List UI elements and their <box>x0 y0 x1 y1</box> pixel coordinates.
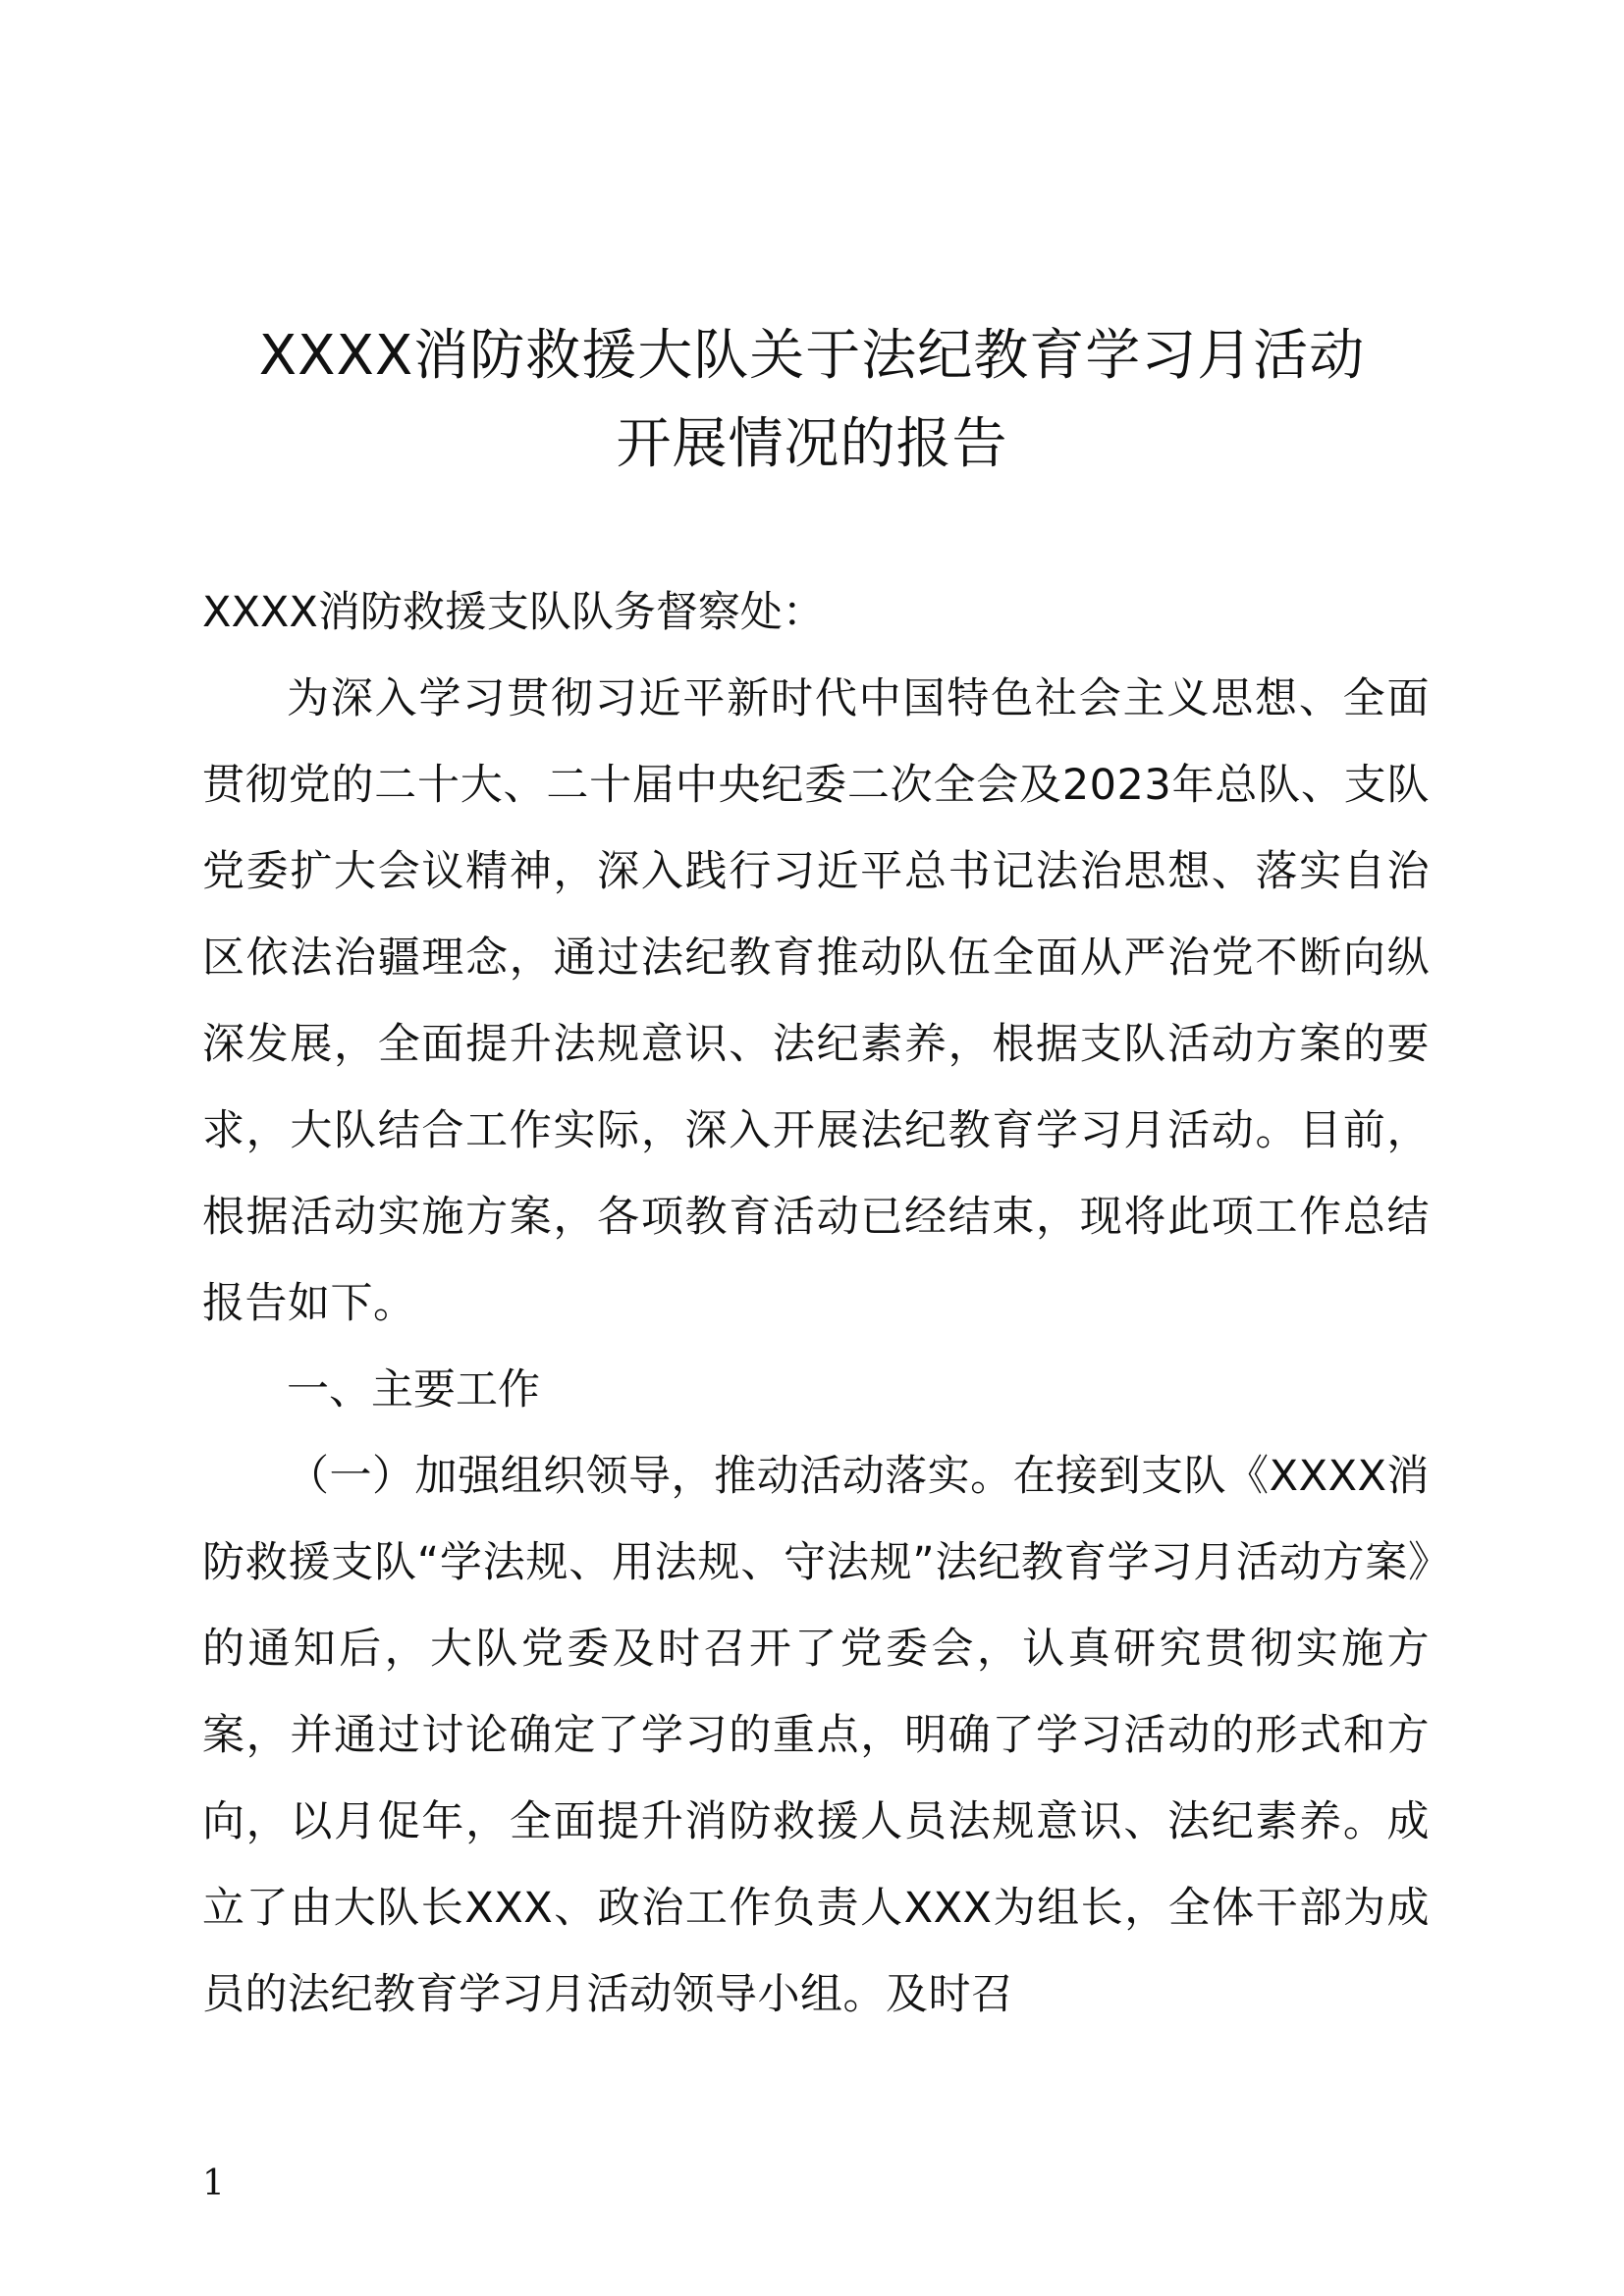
section-paragraph: （一）加强组织领导，推动活动落实。在接到支队《XXXX消防救援支队“学法规、用法规、守法规”法纪教育学习月活动方案》的通知后，大队党委及时召开了党委会，认真研究贯彻实施方案，并通过讨论确定了学习的重点，明确了学习活动的形式和方向，以月促年，全面提升消防救援人员法规意识、法纪素养。成立了由大队长XXX、政治工作负责人XXX为组长，全体干部为成员的法纪教育学习月活动领导小组。及时召 <box>202 1452 1430 2019</box>
document-title-line-1: XXXX消防救援大队关于法纪教育学习月活动 <box>258 324 1366 388</box>
section-heading: 一、主要工作 <box>287 1365 540 1415</box>
page-number: 1 <box>202 2163 225 2204</box>
salutation: XXXX消防救援支队队务督察处： <box>202 588 825 637</box>
document-title-line-2: 开展情况的报告 <box>616 412 1008 476</box>
intro-paragraph: 为深入学习贯彻习近平新时代中国特色社会主义思想、全面贯彻党的二十大、二十届中央纪委二次全会及2023年总队、支队党委扩大会议精神，深入践行习近平总书记法治思想、落实自治区依法治疆理念，通过法纪教育推动队伍全面从严治党不断向纵深发展，全面提升法规意识、法纪素养，根据支队活动方案的要求，大队结合工作实际，深入开展法纪教育学习月活动。目前，根据活动实施方案，各项教育活动已经结束，现将此项工作总结报告如下。 <box>202 674 1430 1328</box>
